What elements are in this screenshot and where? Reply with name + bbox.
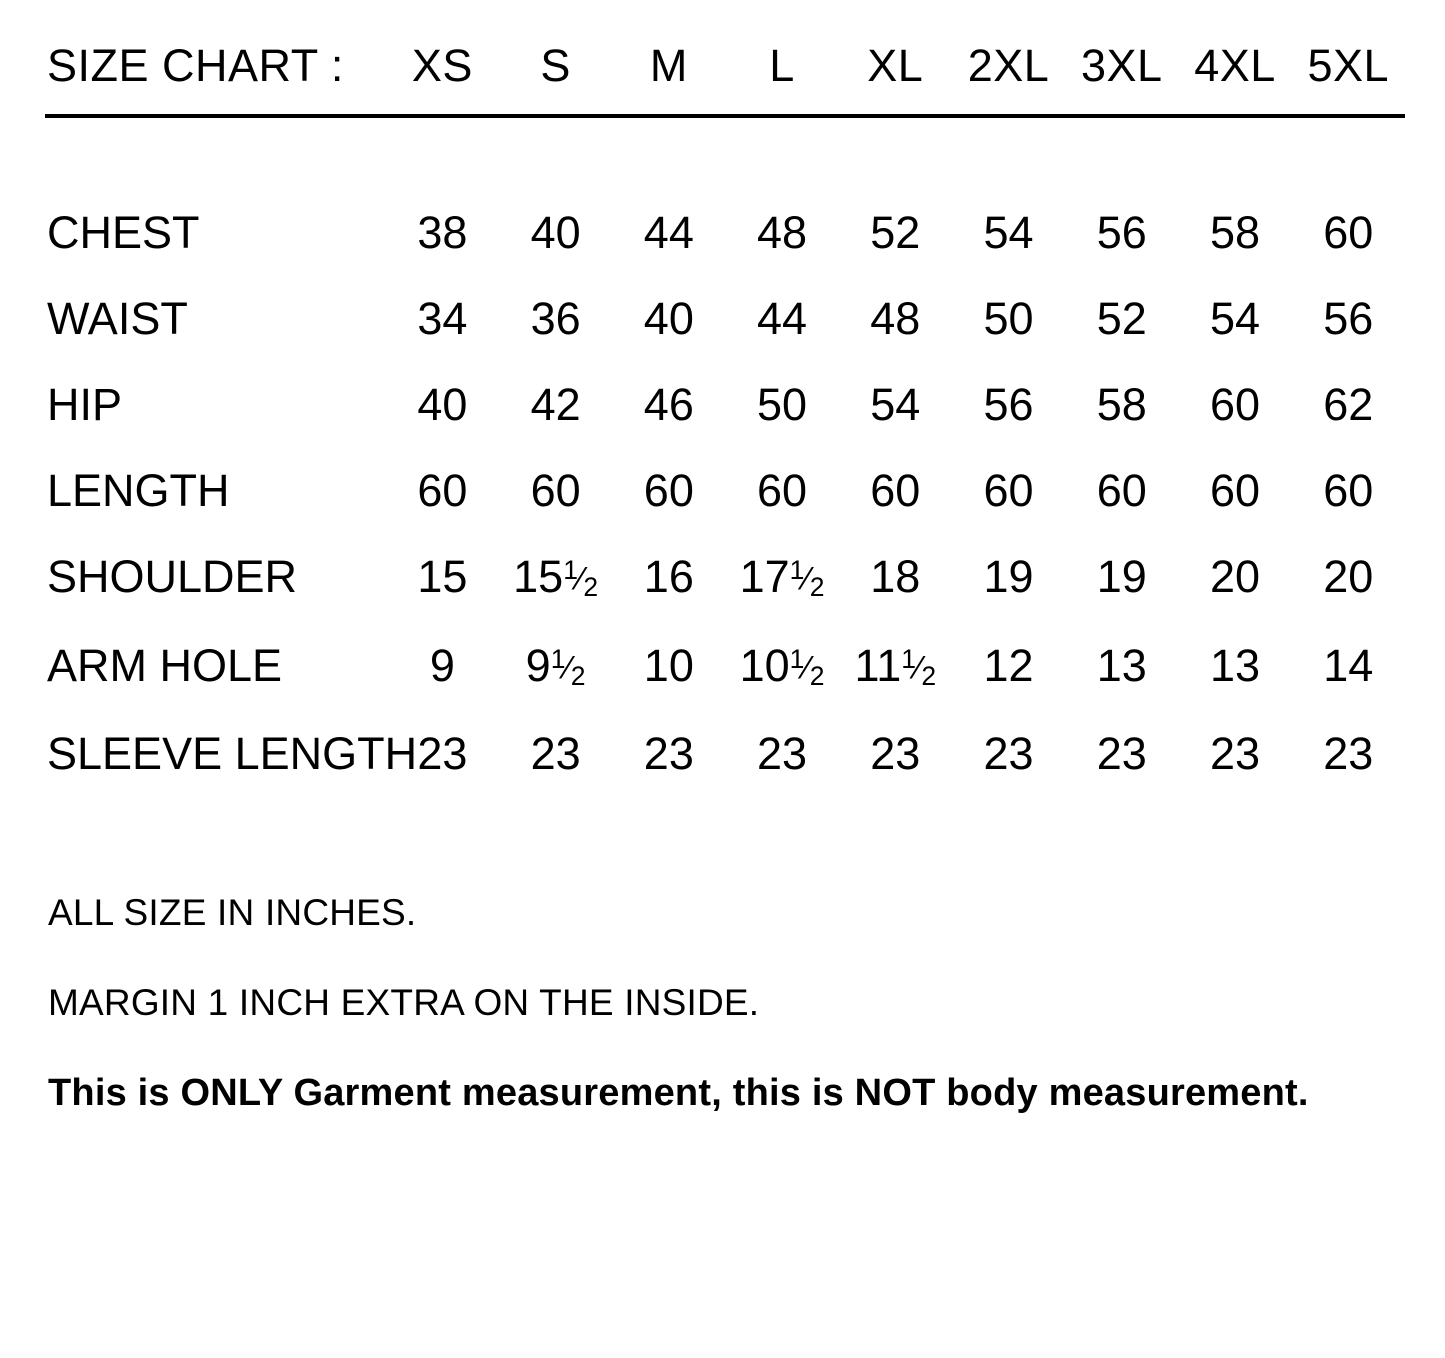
row-label-length: LENGTH	[47, 465, 230, 516]
size-header-xl: XL	[867, 40, 924, 91]
row-label-arm-hole: ARM HOLE	[47, 639, 283, 691]
size-header-5xl: 5XL	[1307, 40, 1390, 91]
cell-waist-l: 44	[757, 293, 808, 344]
size-header-xs: XS	[411, 40, 473, 91]
cell-hip-2xl: 56	[983, 379, 1034, 430]
cell-length-xl: 60	[870, 465, 921, 516]
size-header-m: M	[649, 40, 688, 91]
cell-chest-5xl: 60	[1323, 207, 1374, 258]
cell-armhole-l: 101⁄2	[739, 639, 825, 691]
cell-armhole-4xl: 13	[1209, 639, 1261, 691]
cell-sleeve-m: 23	[643, 728, 694, 780]
cell-length-xs: 60	[417, 465, 468, 516]
cell-length-2xl: 60	[983, 465, 1034, 516]
cell-waist-4xl: 54	[1209, 293, 1261, 344]
header-spacer	[45, 118, 1405, 190]
cell-hip-3xl: 58	[1096, 379, 1147, 430]
note-units: ALL SIZE IN INCHES.	[48, 892, 417, 934]
table-body	[45, 190, 1405, 797]
fraction-half: 1⁄2	[563, 554, 599, 602]
cell-shoulder-4xl: 20	[1209, 551, 1261, 602]
cell-armhole-3xl: 13	[1096, 639, 1147, 691]
cell-sleeve-s: 23	[530, 728, 581, 780]
row-label-shoulder: SHOULDER	[47, 551, 298, 602]
note-margin: MARGIN 1 INCH EXTRA ON THE INSIDE.	[48, 982, 760, 1024]
cell-length-l: 60	[757, 465, 808, 516]
fraction-half: 1⁄2	[789, 554, 825, 602]
cell-shoulder-5xl: 20	[1323, 551, 1374, 602]
cell-hip-4xl: 60	[1209, 379, 1261, 430]
size-header-s: S	[540, 40, 571, 91]
cell-sleeve-xs: 23	[417, 728, 468, 780]
cell-length-3xl: 60	[1096, 465, 1147, 516]
fraction-half: 1⁄2	[901, 643, 937, 691]
row-label-hip: HIP	[47, 379, 123, 430]
cell-hip-m: 46	[643, 379, 694, 430]
header-row	[45, 30, 1405, 110]
table-row	[45, 190, 1405, 276]
cell-sleeve-xl: 23	[870, 728, 921, 780]
cell-chest-4xl: 58	[1209, 207, 1261, 258]
cell-chest-l: 48	[757, 207, 808, 258]
cell-sleeve-2xl: 23	[983, 728, 1034, 780]
cell-armhole-xs: 9	[429, 639, 455, 691]
cell-armhole-m: 10	[643, 639, 694, 691]
table-row	[45, 534, 1405, 623]
cell-waist-2xl: 50	[983, 293, 1034, 344]
cell-waist-xs: 34	[417, 293, 468, 344]
row-label-sleeve-length: SLEEVE LENGTH	[47, 728, 418, 780]
cell-chest-2xl: 54	[983, 207, 1034, 258]
note-disclaimer: This is ONLY Garment measurement, this is NOT body measurement.	[48, 1072, 1309, 1115]
cell-length-m: 60	[643, 465, 694, 516]
cell-sleeve-l: 23	[757, 728, 808, 780]
cell-hip-s: 42	[530, 379, 581, 430]
cell-waist-3xl: 52	[1096, 293, 1147, 344]
row-label-waist: WAIST	[47, 293, 188, 344]
cell-armhole-s: 91⁄2	[525, 639, 586, 691]
cell-length-5xl: 60	[1323, 465, 1374, 516]
page-title: SIZE CHART :	[47, 40, 344, 91]
cell-waist-s: 36	[530, 293, 581, 344]
cell-armhole-xl: 111⁄2	[854, 639, 937, 691]
cell-waist-m: 40	[643, 293, 694, 344]
row-label-chest: CHEST	[47, 207, 200, 258]
cell-sleeve-4xl: 23	[1209, 728, 1261, 780]
table-row	[45, 276, 1405, 362]
table-row	[45, 448, 1405, 534]
fraction-half: 1⁄2	[789, 643, 825, 691]
cell-chest-xs: 38	[417, 207, 468, 258]
cell-chest-3xl: 56	[1096, 207, 1147, 258]
header-divider	[45, 110, 1405, 118]
size-header-l: L	[769, 40, 795, 91]
table-row	[45, 711, 1405, 797]
cell-hip-xs: 40	[417, 379, 468, 430]
notes-section	[45, 892, 1405, 1115]
cell-chest-s: 40	[530, 207, 581, 258]
cell-chest-xl: 52	[870, 207, 921, 258]
cell-waist-xl: 48	[870, 293, 921, 344]
cell-shoulder-xs: 15	[417, 551, 468, 602]
cell-hip-5xl: 62	[1323, 379, 1374, 430]
cell-sleeve-5xl: 23	[1323, 728, 1374, 780]
size-header-4xl: 4XL	[1194, 40, 1276, 91]
cell-shoulder-xl: 18	[870, 551, 921, 602]
cell-waist-5xl: 56	[1323, 293, 1374, 344]
cell-chest-m: 44	[643, 207, 694, 258]
fraction-half: 1⁄2	[550, 643, 586, 691]
cell-shoulder-s: 151⁄2	[513, 551, 599, 602]
cell-hip-l: 50	[757, 379, 808, 430]
size-header-3xl: 3XL	[1080, 40, 1163, 91]
cell-armhole-2xl: 12	[983, 639, 1034, 691]
size-chart-table	[45, 30, 1405, 797]
cell-shoulder-3xl: 19	[1096, 551, 1147, 602]
table-header	[45, 30, 1405, 190]
cell-hip-xl: 54	[870, 379, 921, 430]
table-row	[45, 362, 1405, 448]
cell-armhole-5xl: 14	[1323, 639, 1374, 691]
cell-shoulder-m: 16	[643, 551, 694, 602]
cell-length-4xl: 60	[1209, 465, 1261, 516]
cell-sleeve-3xl: 23	[1096, 728, 1147, 780]
cell-shoulder-l: 171⁄2	[739, 551, 825, 602]
cell-shoulder-2xl: 19	[983, 551, 1034, 602]
size-header-2xl: 2XL	[967, 40, 1050, 91]
table-row	[45, 623, 1405, 712]
cell-length-s: 60	[530, 465, 581, 516]
